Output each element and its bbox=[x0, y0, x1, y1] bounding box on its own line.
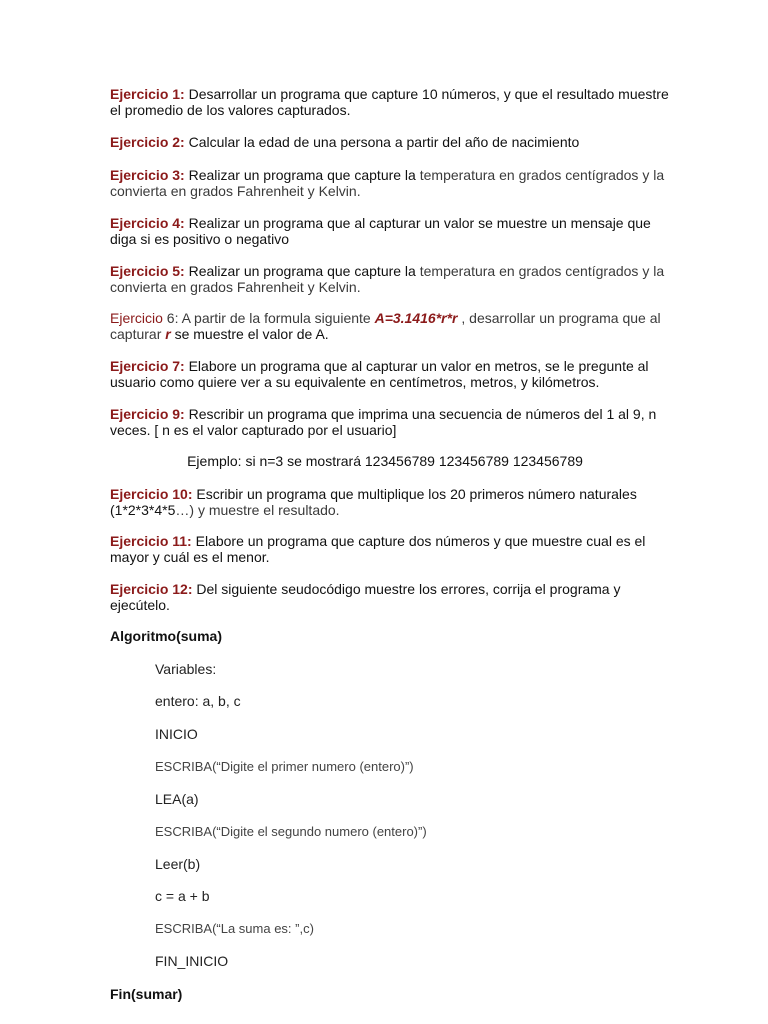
code-line: ESCRIBA(“Digite el primer numero (entero)”) bbox=[155, 759, 414, 774]
exercise-text: Realizar un programa que al capturar un valor se muestre un mensaje que diga si es positivo o negativo bbox=[110, 215, 651, 247]
exercise-label: Ejercicio 5: bbox=[110, 263, 185, 279]
exercise-label: Ejercicio 12: bbox=[110, 581, 193, 597]
exercise-text-detail: temperatura en grados centígrados y la convierta en grados Fahrenheit y Kelvin. bbox=[110, 167, 665, 199]
exercise-4 bbox=[110, 215, 670, 247]
formula: A=3.1416*r*r bbox=[374, 310, 458, 326]
exercise-1 bbox=[110, 86, 670, 118]
code-line: INICIO bbox=[155, 726, 198, 742]
example-line: Ejemplo: si n=3 se mostrará 123456789 123456789 123456789 bbox=[187, 453, 583, 469]
exercise-text: Realizar un programa que capture la bbox=[184, 263, 420, 279]
exercise-label: Ejercicio 1: bbox=[110, 86, 185, 102]
exercise-label: Ejercicio 9: bbox=[110, 406, 185, 422]
exercise-11 bbox=[110, 533, 670, 565]
exercise-text: 6: A partir de la formula siguiente bbox=[162, 310, 375, 326]
code-line: LEA(a) bbox=[155, 791, 199, 807]
exercise-text-detail: , desarrollar un programa que al capturar bbox=[110, 310, 661, 342]
exercise-label: Ejercicio 4: bbox=[110, 215, 185, 231]
exercise-text: Del siguiente seudocódigo muestre los errores, corrija el programa y ejecútelo. bbox=[110, 581, 621, 613]
exercise-7 bbox=[110, 358, 670, 390]
exercise-6 bbox=[110, 310, 670, 342]
exercise-label: Ejercicio 10: bbox=[110, 486, 193, 502]
exercise-5 bbox=[110, 263, 670, 295]
exercise-label: Ejercicio bbox=[110, 310, 163, 326]
code-line: Leer(b) bbox=[155, 856, 201, 872]
code-line: FIN_INICIO bbox=[155, 953, 229, 969]
code-line: entero: a, b, c bbox=[155, 693, 241, 709]
exercise-text: Elabore un programa que capture dos números y que muestre cual es el mayor y cuál es el menor. bbox=[110, 533, 646, 565]
exercise-text: Rescribir un programa que imprima una secuencia de números del 1 al 9, n veces. [ n es el valor capturado por el usuario] bbox=[110, 406, 657, 438]
exercise-text-detail: …) y muestre el resultado. bbox=[175, 502, 340, 518]
exercise-10 bbox=[110, 486, 670, 518]
exercise-12 bbox=[110, 581, 670, 613]
code-line: c = a + b bbox=[155, 888, 210, 904]
exercise-text-detail: temperatura en grados centígrados y la convierta en grados Fahrenheit y Kelvin. bbox=[110, 263, 665, 295]
exercise-9 bbox=[110, 406, 670, 438]
code-line: Variables: bbox=[155, 661, 217, 677]
exercise-2 bbox=[110, 134, 670, 150]
exercise-label: Ejercicio 2: bbox=[110, 134, 185, 150]
exercise-label: Ejercicio 11: bbox=[110, 533, 192, 549]
algorithm-title: Algoritmo(suma) bbox=[110, 628, 222, 644]
exercise-text: Elabore un programa que al capturar un valor en metros, se le pregunte al usuario como quiere ver a su equivalente en centímetros, metros, y kilómetros. bbox=[110, 358, 649, 390]
algorithm-end: Fin(sumar) bbox=[110, 986, 183, 1002]
exercise-text-end: se muestre el valor de A. bbox=[170, 326, 329, 342]
formula-variable: r bbox=[165, 326, 171, 342]
code-line: ESCRIBA(“Digite el segundo numero (entero)”) bbox=[155, 824, 427, 839]
exercise-text: Escribir un programa que multiplique los 20 primeros número naturales (1*2*3*4*5 bbox=[110, 486, 637, 518]
exercise-3 bbox=[110, 167, 670, 199]
exercise-label: Ejercicio 3: bbox=[110, 167, 185, 183]
exercise-text: Calcular la edad de una persona a partir del año de nacimiento bbox=[184, 134, 580, 150]
exercise-text: Desarrollar un programa que capture 10 números, y que el resultado muestre el promedio de los valores capturados. bbox=[110, 86, 669, 118]
exercise-label: Ejercicio 7: bbox=[110, 358, 185, 374]
exercise-text: Realizar un programa que capture la bbox=[184, 167, 420, 183]
code-line: ESCRIBA(“La suma es: ”,c) bbox=[155, 921, 314, 936]
